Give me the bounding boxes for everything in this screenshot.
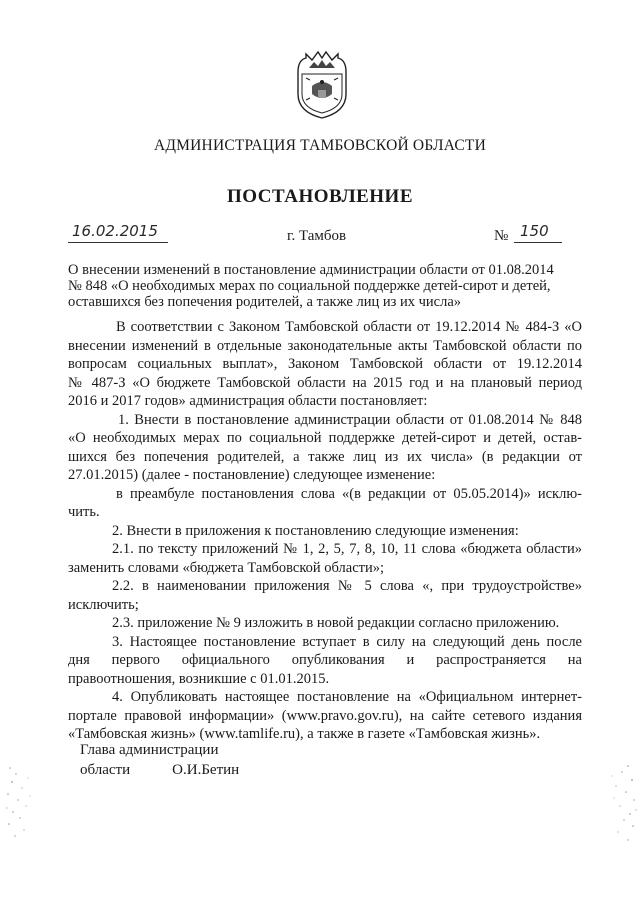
coat-of-arms-emblem: [292, 50, 352, 120]
signatory-line: [80, 760, 239, 780]
body-line: дня первого официального опубликования и распространяется на: [68, 652, 582, 668]
signature-block: [80, 740, 239, 780]
body-line: 2016 и 2017 годов» администрация области постановляет:: [68, 393, 428, 409]
body-line: вопросам социальных выплат», Законом Тамбовской области от 19.12.2014: [68, 356, 582, 372]
body-line: В соответствии с Законом Тамбовской области от 19.12.2014 № 484-З «О: [116, 319, 582, 335]
body-line: шихся без попечения родителей, а также лиц из их числа» (в редакции от: [68, 448, 582, 465]
subject-line: № 848 «О необходимых мерах по социальной поддержке детей-сирот и детей,: [68, 278, 551, 294]
body-line: портале правовой информации» (www.pravo.gov.ru), на сайте сетевого издания: [68, 707, 582, 724]
body-line: 2.2. в наименовании приложения № 5 слова «, при трудоустройстве»: [112, 578, 582, 594]
body-line: 2.3. приложение № 9 изложить в новой редакции согласно приложению.: [112, 615, 560, 631]
document-body: [68, 318, 582, 744]
issuing-authority: АДМИНИСТРАЦИЯ ТАМБОВСКОЙ ОБЛАСТИ: [154, 137, 486, 154]
scan-noise-right: [598, 760, 638, 850]
body-line: 3. Настоящее постановление вступает в силу на следующий день после: [112, 633, 582, 650]
signatory-position: Глава администрации: [80, 742, 219, 758]
document-subject: [68, 262, 582, 310]
subject-line: оставшихся без попечения родителей, а также лиц из их числа»: [68, 294, 462, 310]
body-line: 4. Опубликовать настоящее постановление на «Официальном интернет-: [112, 689, 582, 705]
body-line: внесении изменений в отдельные законодательные акты Тамбовской области по: [68, 337, 582, 354]
number-label: №: [494, 228, 509, 244]
body-line: правоотношения, возникшие с 01.01.2015.: [68, 670, 330, 687]
document-number: 150: [520, 222, 549, 240]
body-line: в преамбуле постановления слова «(в редакции от 05.05.2014)» исклю-: [116, 485, 582, 502]
body-line: заменить словами «бюджета Тамбовской области»;: [68, 559, 385, 576]
body-line: 1. Внести в постановление администрации области от 01.08.2014 № 848: [118, 411, 582, 428]
document-type-title: ПОСТАНОВЛЕНИЕ: [226, 186, 414, 207]
body-line: «О необходимых мерах по социальной поддержке детей-сирот и детей, остав-: [68, 430, 582, 446]
body-line: 2. Внести в приложения к постановлению следующие изменения:: [112, 522, 519, 539]
body-line: 27.01.2015) (далее - постановление) следующее изменение:: [68, 467, 436, 483]
document-city: г. Тамбов: [287, 228, 347, 244]
body-line: чить.: [68, 504, 100, 520]
scan-noise-left: [4, 760, 44, 850]
signatory-region: области: [80, 762, 131, 778]
subject-line: О внесении изменений в постановление администрации области от 01.08.2014: [68, 262, 554, 278]
signatory-name: О.И.Бетин: [172, 762, 240, 778]
body-line: 2.1. по тексту приложений № 1, 2, 5, 7, 8, 10, 11 слова «бюджета области»: [112, 541, 582, 557]
document-date: 16.02.2015: [72, 222, 158, 240]
body-line: «Тамбовская жизнь» (www.tamlife.ru), а также в газете «Тамбовская жизнь».: [68, 726, 541, 742]
body-line: № 487-З «О бюджете Тамбовской области на 2015 год и на плановый период: [68, 374, 582, 391]
number-underline: [514, 242, 562, 243]
body-line: исключить;: [68, 596, 139, 613]
date-underline: [68, 242, 168, 243]
